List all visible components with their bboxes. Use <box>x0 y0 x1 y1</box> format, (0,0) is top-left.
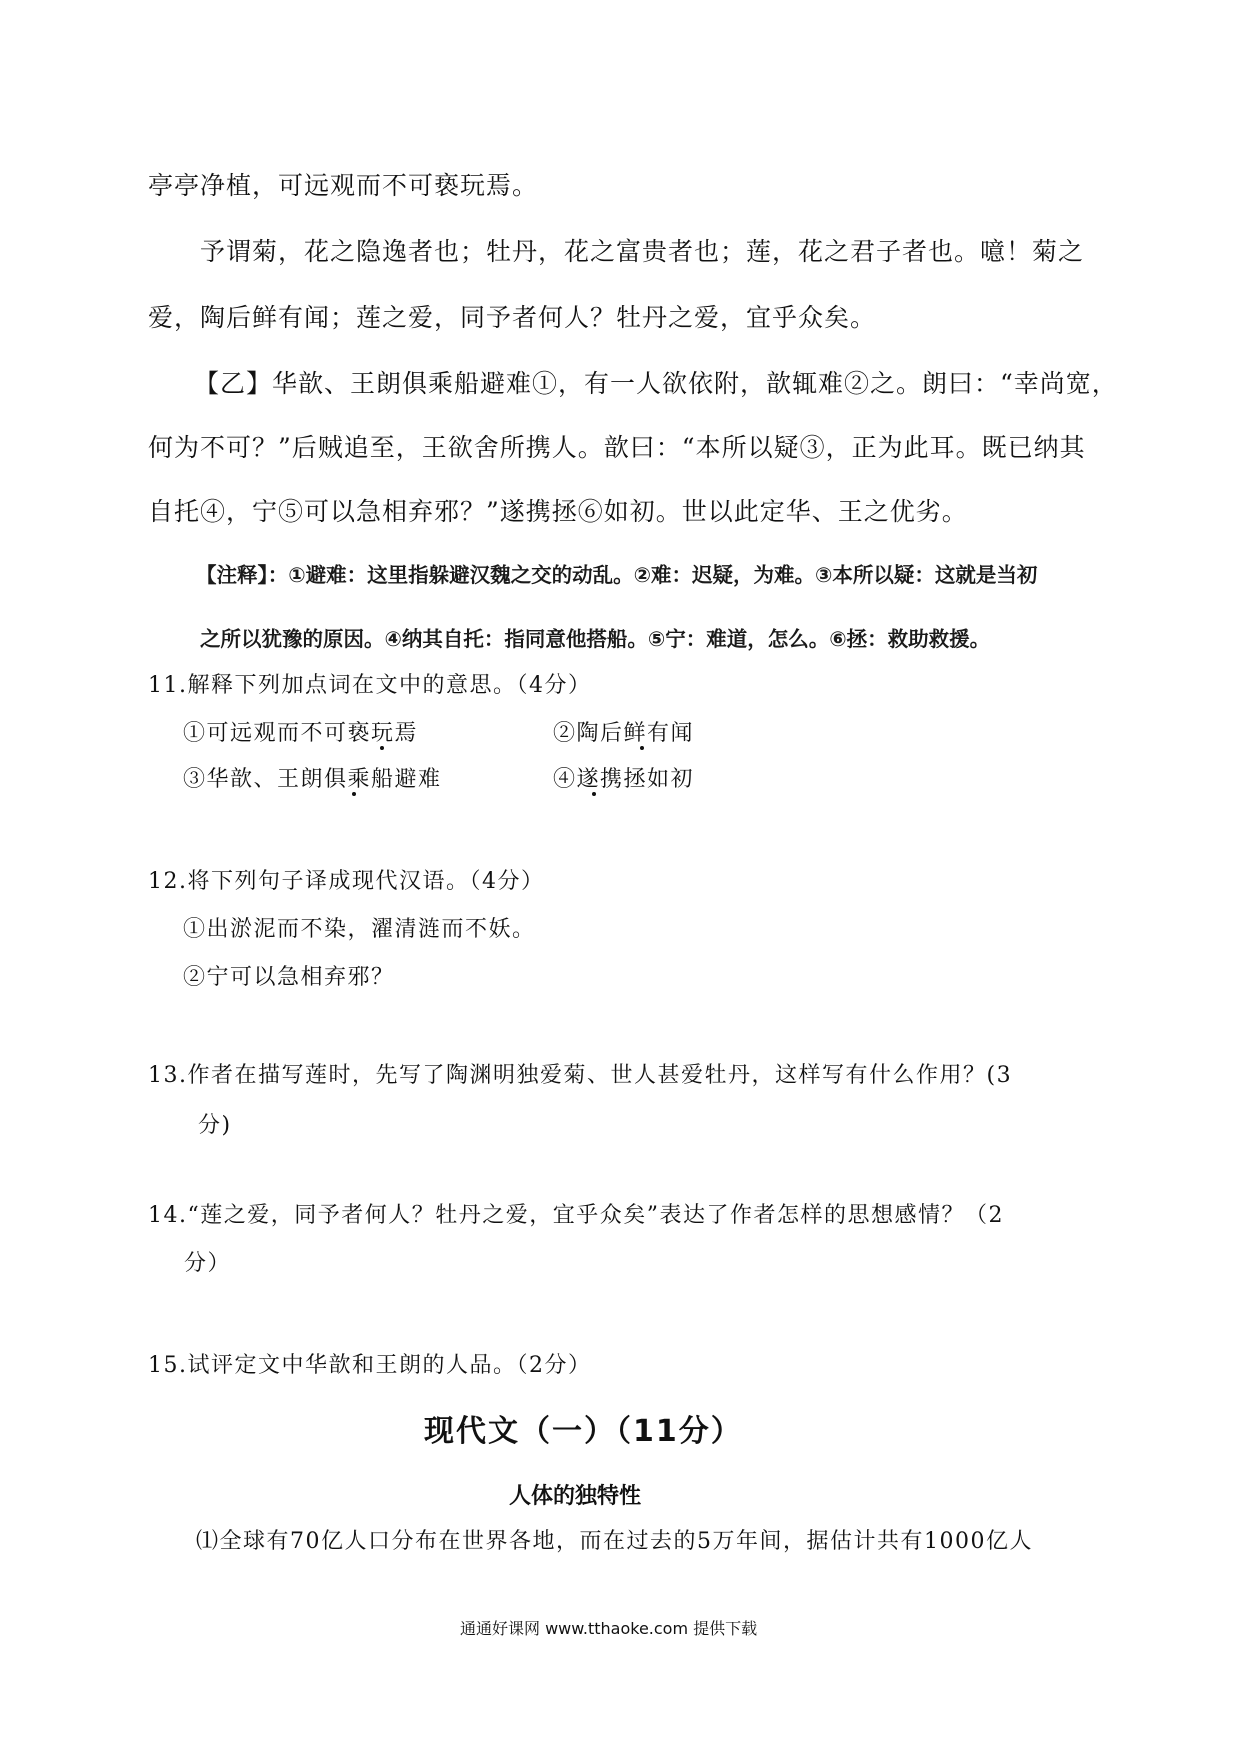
emphasis-dot <box>380 746 384 750</box>
question-14-line: 分） <box>184 1251 232 1276</box>
emphasis-dot <box>352 792 356 796</box>
section-heading: 现代文（一）（11分） <box>424 1414 743 1449</box>
question-12-item: ①出淤泥而不染，濯清涟而不妖。 <box>183 917 536 942</box>
question-11-item: ③华歆、王朗俱乘船避难 <box>183 767 442 792</box>
question-15-stem: 15.试评定文中华歆和王朗的人品。（2分） <box>148 1353 592 1378</box>
emphasis-dot <box>592 792 596 796</box>
question-14-line: 14.“莲之爱，同予者何人？牡丹之爱，宜乎众矣”表达了作者怎样的思想感情？（2 <box>148 1203 1004 1228</box>
passage-line: 何为不可？”后贼追至，王欲舍所携人。歆曰：“本所以疑③，正为此耳。既已纳其 <box>148 433 1086 462</box>
emphasis-dot <box>640 746 644 750</box>
annotation-line: 之所以犹豫的原因。④纳其自托：指同意他搭船。⑤宁：难道，怎么。⑥拯：救助救援。 <box>200 627 991 651</box>
passage-line: 爱，陶后鲜有闻；莲之爱，同予者何人？牡丹之爱，宜乎众矣。 <box>148 303 877 332</box>
footer-credit: 通通好课网 www.tthaoke.com 提供下载 <box>460 1619 758 1638</box>
question-11-stem: 11.解释下列加点词在文中的意思。（4分） <box>148 673 592 698</box>
question-13-line: 13.作者在描写莲时，先写了陶渊明独爱菊、世人甚爱牡丹，这样写有什么作用？(3 <box>148 1063 1013 1088</box>
passage-line: 亭亭净植，可远观而不可亵玩焉。 <box>148 171 539 200</box>
question-12-stem: 12.将下列句子译成现代汉语。（4分） <box>148 869 545 894</box>
passage-line: 自托④，宁⑤可以急相弃邪？”遂携拯⑥如初。世以此定华、王之优劣。 <box>148 497 968 526</box>
question-12-item: ②宁可以急相弃邪？ <box>183 965 395 990</box>
question-11-item: ①可远观而不可亵玩焉 <box>183 721 419 746</box>
question-13-line: 分) <box>198 1113 232 1138</box>
question-11-item: ④遂携拯如初 <box>553 767 695 792</box>
passage-line: 予谓菊，花之隐逸者也；牡丹，花之富贵者也；莲，花之君子者也。噫！菊之 <box>200 237 1085 266</box>
article-title: 人体的独特性 <box>509 1484 642 1509</box>
annotation-line: 【注释】：①避难：这里指躲避汉魏之交的动乱。②难：迟疑，为难。③本所以疑：这就是当初 <box>196 563 1038 587</box>
passage-line: 【乙】华歆、王朗俱乘船避难①，有一人欲依附，歆辄难②之。朗曰：“幸尚宽， <box>194 369 1118 398</box>
question-11-item: ②陶后鲜有闻 <box>553 721 695 746</box>
article-paragraph: ⑴全球有70亿人口分布在世界各地，而在过去的5万年间，据估计共有1000亿人 <box>196 1529 1033 1554</box>
